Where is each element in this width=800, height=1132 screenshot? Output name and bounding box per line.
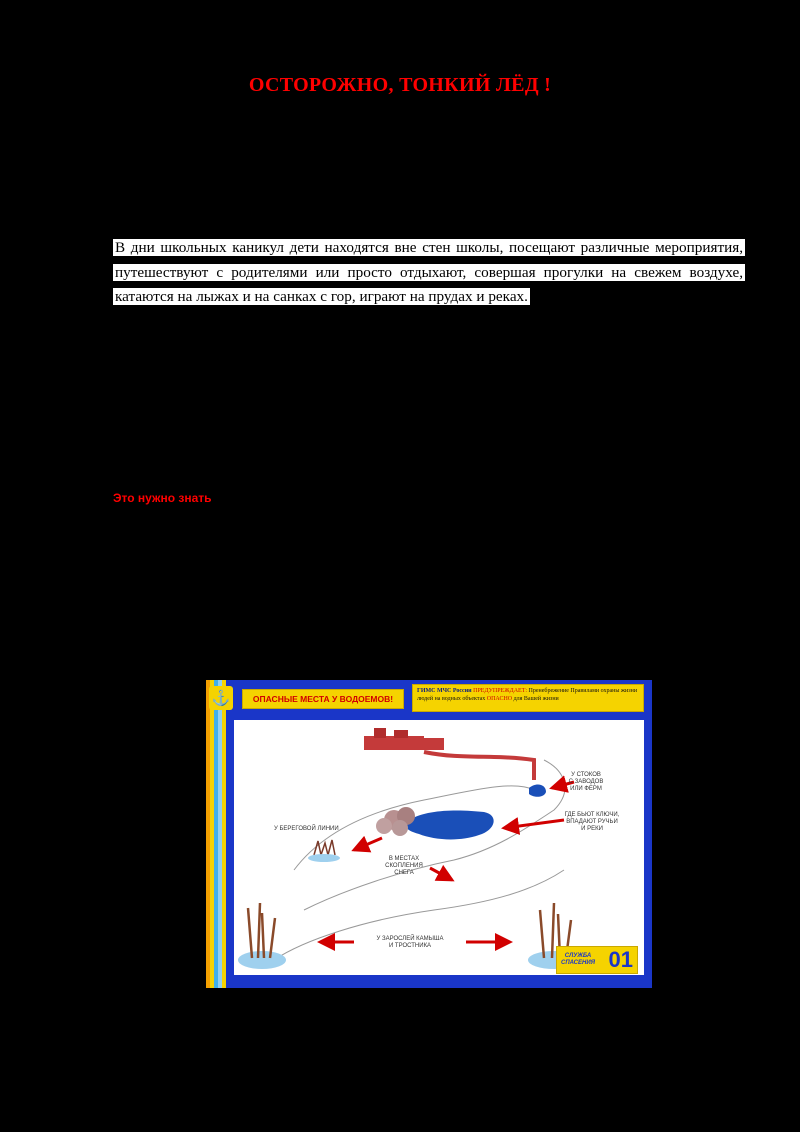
shore-bush-icon bbox=[308, 840, 340, 862]
label-springs-2: ВПАДАЮТ РУЧЬИ bbox=[566, 819, 618, 825]
dangerous-places-poster bbox=[206, 680, 652, 988]
danger-text: ОПАСНО bbox=[486, 696, 513, 702]
reeds-left-icon bbox=[238, 903, 286, 969]
section-subtitle: Это нужно знать bbox=[113, 491, 212, 505]
map-illustration bbox=[234, 720, 644, 975]
label-snow-3: СНЕГА bbox=[394, 870, 414, 876]
service-badge bbox=[556, 946, 638, 974]
drain-pipe bbox=[424, 752, 534, 780]
poster-side-stripes bbox=[206, 680, 228, 988]
warn-text: ПРЕДУПРЕЖДАЕТ: bbox=[473, 688, 528, 694]
anchor-icon: ⚓ bbox=[209, 686, 233, 710]
warn-body-2: для Вашей жизни bbox=[513, 696, 559, 702]
label-snow-2: СКОПЛЕНИЯ bbox=[385, 863, 423, 869]
pond-water bbox=[405, 810, 494, 839]
label-springs-3: И РЕКИ bbox=[581, 826, 603, 832]
service-label-2: СПАСЕНИЯ bbox=[561, 960, 596, 966]
label-shore: У БЕРЕГОВОЙ ЛИНИИ bbox=[274, 826, 339, 832]
factory-icon bbox=[364, 728, 444, 750]
org-name: ГИМС МЧС России bbox=[417, 688, 472, 694]
warn-body-1: Пренебрежение Правилами охраны жизни людей на водных объектах bbox=[417, 688, 638, 702]
poster-header-left: ОПАСНЫЕ МЕСТА У ВОДОЕМОВ! bbox=[242, 689, 404, 709]
poster-map bbox=[234, 720, 644, 975]
label-reeds-2: И ТРОСТНИКА bbox=[388, 943, 432, 949]
label-snow-1: В МЕСТАХ bbox=[388, 856, 420, 862]
poster-header-right bbox=[412, 684, 644, 712]
label-drains-1: У СТОКОВ bbox=[571, 772, 601, 778]
intro-text: В дни школьных каникул дети находятся вне стен школы, посещают различные мероприятия, путешествуют с родителями или просто отдыхают, совершая прогулки на свежем воздухе, катаются на лыжах и на санках с гор, играют на прудах и реках. bbox=[115, 239, 743, 305]
service-number: 01 bbox=[608, 947, 633, 972]
label-drains-3: ИЛИ ФЕРМ bbox=[570, 786, 602, 792]
page-title: ОСТОРОЖНО, ТОНКИЙ ЛЁД ! bbox=[248, 74, 552, 96]
label-drains-2: С ЗАВОДОВ bbox=[568, 779, 604, 785]
service-label-1: СЛУЖБА bbox=[564, 953, 592, 959]
label-springs-1: ГДЕ БЬЮТ КЛЮЧИ, bbox=[564, 812, 620, 818]
intro-paragraph bbox=[113, 236, 745, 310]
label-reeds-1: У ЗАРОСЛЕЙ КАМЫША bbox=[376, 936, 444, 942]
